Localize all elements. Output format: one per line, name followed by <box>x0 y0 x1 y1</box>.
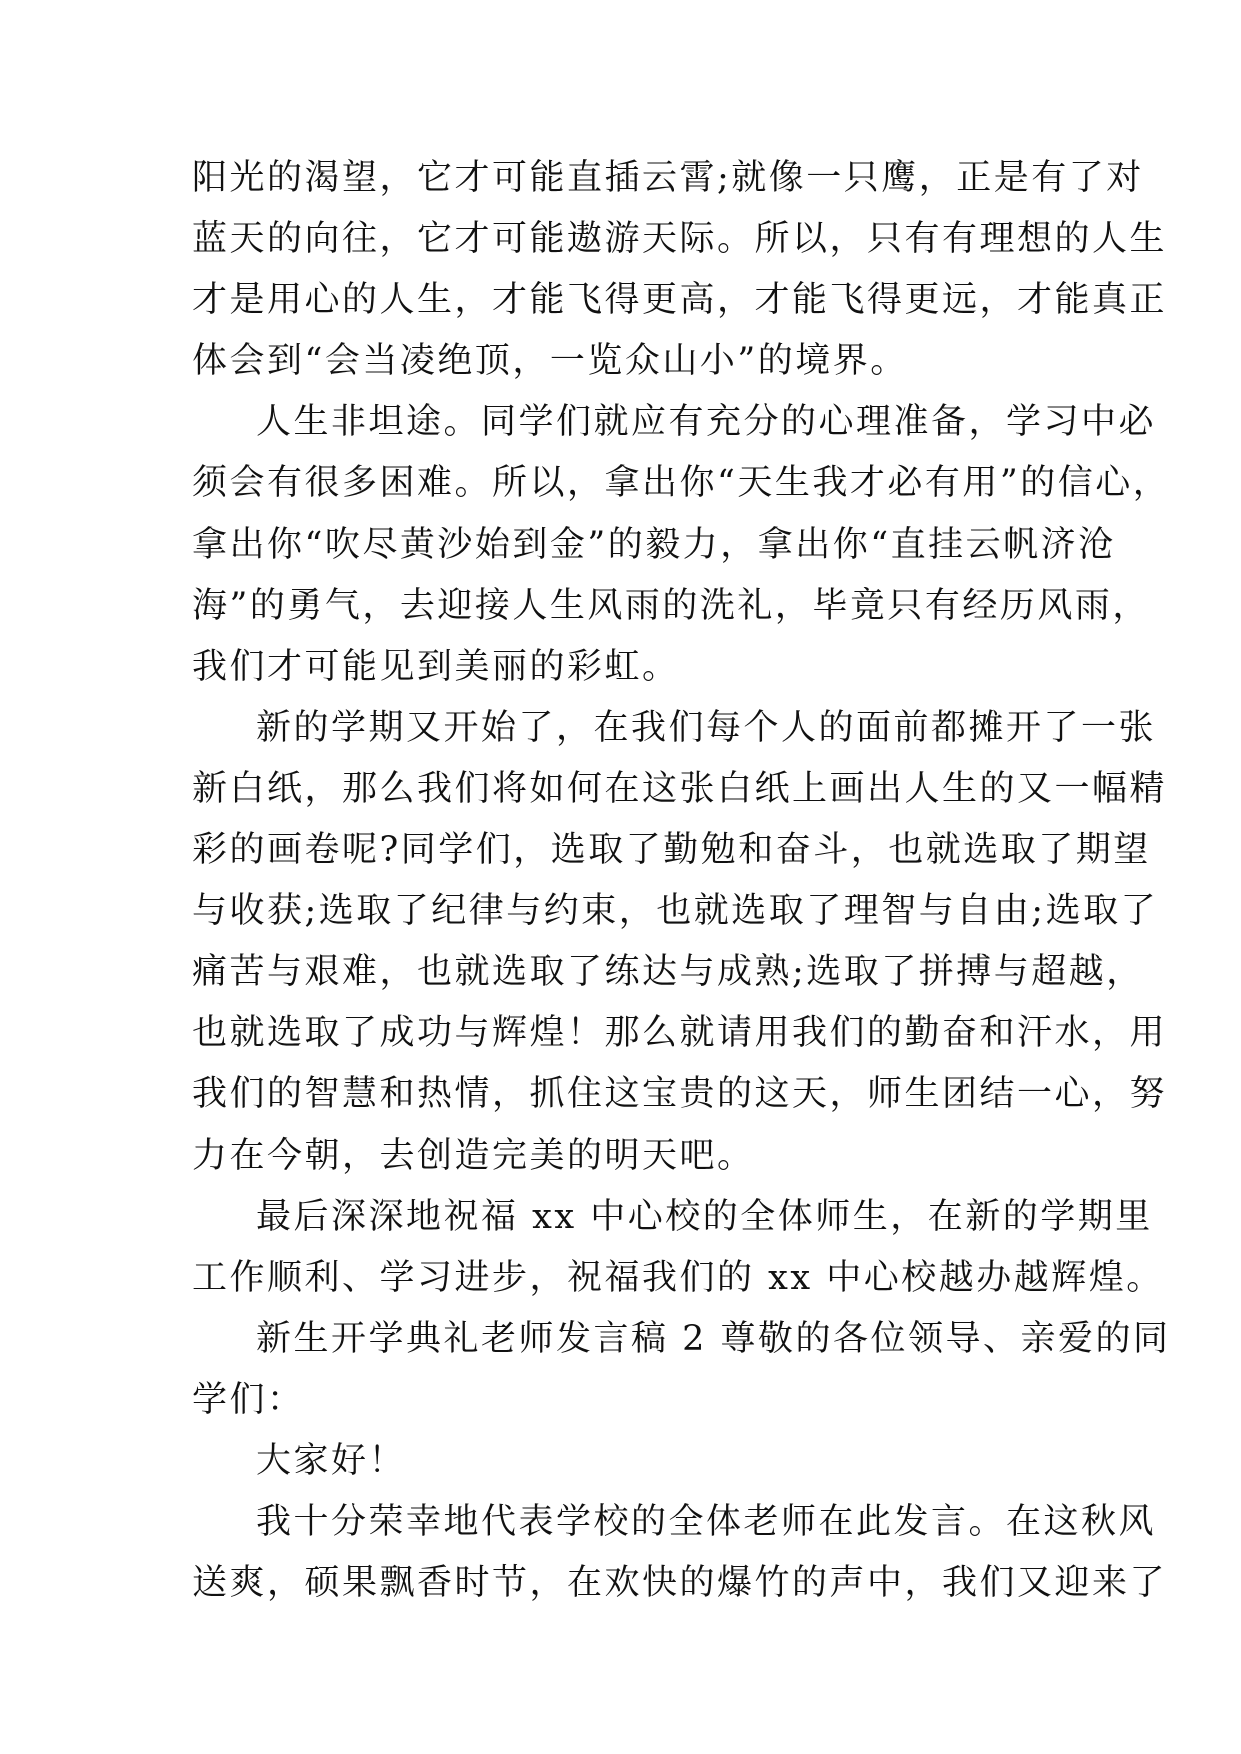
text-line: 我十分荣幸地代表学校的全体老师在此发言。在这秋风 <box>256 1502 1157 1543</box>
text-line: 工作顺利、学习进步，祝福我们的 xx 中心校越办越辉煌。 <box>192 1257 1164 1298</box>
text-line: 海”的勇气，去迎接人生风雨的洗礼，毕竟只有经历风雨， <box>192 585 1150 626</box>
text-line: 人生非坦途。同学们就应有充分的心理准备，学习中必 <box>256 402 1157 443</box>
text-line: 新生开学典礼老师发言稿 2 尊敬的各位领导、亲爱的同 <box>256 1318 1171 1359</box>
text-line: 送爽，硕果飘香时节，在欢快的爆竹的声中，我们又迎来了 <box>192 1563 1168 1604</box>
document-body <box>192 148 1171 1614</box>
text-line: 新的学期又开始了，在我们每个人的面前都摊开了一张 <box>256 707 1157 748</box>
text-line: 我们的智慧和热情，抓住这宝贵的这天，师生团结一心，努 <box>192 1074 1168 1115</box>
text-line: 新白纸，那么我们将如何在这张白纸上画出人生的又一幅精 <box>192 768 1168 809</box>
text-line: 须会有很多困难。所以，拿出你“天生我才必有用”的信心， <box>192 463 1171 504</box>
text-line: 阳光的渴望，它才可能直插云霄;就像一只鹰，正是有了对 <box>192 158 1144 198</box>
text-line: 蓝天的向往，它才可能遨游天际。所以，只有有理想的人生 <box>192 219 1168 260</box>
text-line: 我们才可能见到美丽的彩虹。 <box>192 646 680 687</box>
text-line: 最后深深地祝福 xx 中心校的全体师生，在新的学期里 <box>256 1196 1153 1237</box>
text-line: 体会到“会当凌绝顶，一览众山小”的境界。 <box>192 341 908 382</box>
text-line: 学们： <box>192 1379 305 1420</box>
text-line: 与收获;选取了纪律与约束，也就选取了理智与自由;选取了 <box>192 891 1159 932</box>
text-line: 力在今朝，去创造完美的明天吧。 <box>192 1135 755 1176</box>
text-line: 大家好！ <box>256 1440 407 1481</box>
text-line: 也就选取了成功与辉煌！那么就请用我们的勤奋和汗水，用 <box>192 1013 1168 1054</box>
text-line: 拿出你“吹尽黄沙始到金”的毅力，拿出你“直挂云帆济沧 <box>192 524 1116 565</box>
text-line: 彩的画卷呢?同学们，选取了勤勉和奋斗，也就选取了期望 <box>192 830 1151 871</box>
text-line: 痛苦与艰难，也就选取了练达与成熟;选取了拼搏与超越， <box>192 952 1144 993</box>
text-line: 才是用心的人生，才能飞得更高，才能飞得更远，才能真正 <box>192 280 1168 321</box>
